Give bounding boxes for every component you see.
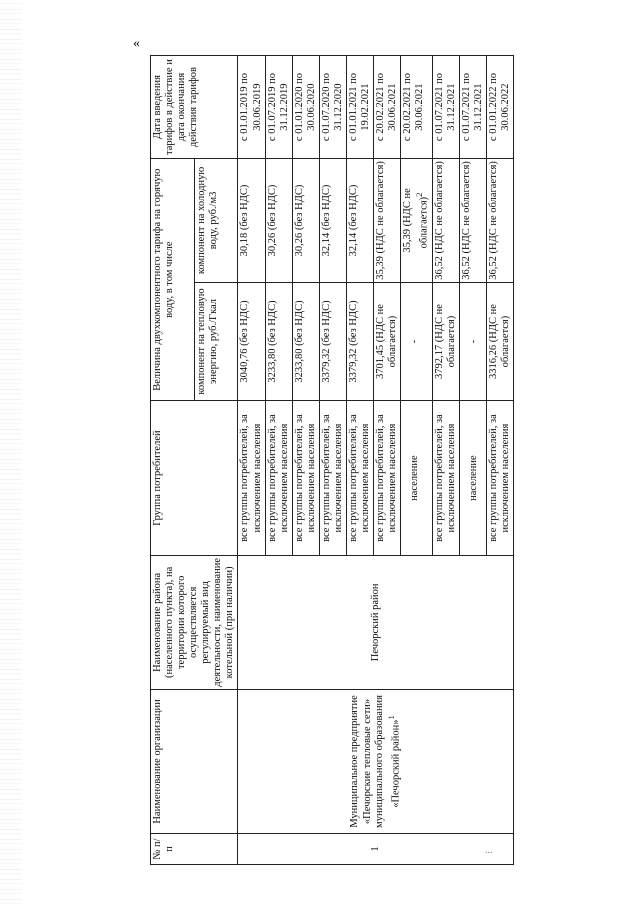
organization-cell	[238, 689, 514, 833]
table-body	[238, 56, 514, 865]
group-cell: все группы потребителей, за исключением населения	[265, 401, 292, 556]
header-group: Группа потребителей	[151, 401, 238, 556]
heat-cell: 3792,17 (НДС не облагается)	[432, 282, 459, 401]
cold-cell: 30,26 (без НДС)	[265, 159, 292, 283]
date-cell: с 01.01.2022 по 30.06.2022	[487, 56, 514, 159]
group-cell: все группы потребителей, за исключением населения	[238, 401, 265, 556]
organization-footnote: 1	[385, 715, 396, 720]
cold-cell: 36,52 (НДС не облагается)	[459, 159, 486, 283]
quote-mark: «	[133, 36, 140, 51]
header-cold: компонент на холодную воду, руб./м3	[194, 159, 238, 283]
cold-cell: 36,52 (НДС не облагается)	[487, 159, 514, 283]
date-cell: с 01.01.2021 по 19.02.2021	[346, 56, 373, 159]
heat-cell: 3316,26 (НДС не облагается)	[487, 282, 514, 401]
group-cell: все группы потребителей, за исключением населения	[432, 401, 459, 556]
date-cell: с 01.07.2019 по 31.12.2019	[265, 56, 292, 159]
header-org: Наименование организации	[151, 689, 238, 833]
district-cell: Печорский район	[238, 555, 514, 689]
group-cell: все группы потребителей, за исключением населения	[292, 401, 319, 556]
date-cell: с 01.07.2021 по 31.12.2021	[432, 56, 459, 159]
date-cell: с 20.02.2021 по 30.06.2021	[401, 56, 433, 159]
scan-edge	[0, 0, 22, 905]
date-cell: с 20.02.2021 по 30.06.2021	[374, 56, 401, 159]
group-cell: все группы потребителей, за исключением населения	[319, 401, 346, 556]
date-cell: с 01.01.2020 по 30.06.2020	[292, 56, 319, 159]
heat-cell: 3379,32 (без НДС)	[346, 282, 373, 401]
group-cell: население	[459, 401, 486, 556]
header-num: № п/п	[151, 834, 238, 865]
heat-cell: 3040,76 (без НДС)	[238, 282, 265, 401]
tariff-table	[150, 55, 514, 865]
cold-cell: 35,39 (НДС не облагается)	[374, 159, 401, 283]
table-row	[238, 56, 265, 865]
cold-footnote: 2	[414, 192, 425, 197]
heat-cell: 3379,32 (без НДС)	[319, 282, 346, 401]
group-cell: все группы потребителей, за исключением населения	[374, 401, 401, 556]
group-cell: население	[401, 401, 433, 556]
footnote-mark: ...	[485, 845, 493, 856]
row-number: 1	[238, 834, 514, 865]
cold-cell	[401, 159, 433, 283]
tariff-table-rotated	[150, 55, 640, 865]
cold-cell: 30,18 (без НДС)	[238, 159, 265, 283]
cold-cell: 30,26 (без НДС)	[292, 159, 319, 283]
organization-name: Муниципальное предприятие «Печорские тепловые сети» муниципального образования «Печорский район»	[349, 694, 402, 828]
date-cell: с 01.01.2019 по 30.06.2019	[238, 56, 265, 159]
header-heat: компонент на тепловую энергию, руб./Гкал	[194, 282, 238, 401]
header-row-1	[151, 56, 195, 865]
heat-cell: 3233,80 (без НДС)	[292, 282, 319, 401]
heat-cell: 3701,45 (НДС не облагается)	[374, 282, 401, 401]
heat-cell: 3233,80 (без НДС)	[265, 282, 292, 401]
date-cell: с 01.07.2020 по 31.12.2020	[319, 56, 346, 159]
cold-cell: 32,14 (без НДС)	[346, 159, 373, 283]
cold-value: 35,39 (НДС не облагается)	[402, 188, 430, 253]
group-cell: все группы потребителей, за исключением населения	[346, 401, 373, 556]
group-cell: все группы потребителей, за исключением населения	[487, 401, 514, 556]
cold-cell: 36,52 (НДС не облагается)	[432, 159, 459, 283]
header-date: Дата введения тарифов в действие и дата окончания действия тарифов	[151, 56, 238, 159]
date-cell: с 01.07.2021 по 31.12.2021	[459, 56, 486, 159]
heat-cell: -	[401, 282, 433, 401]
header-district: Наименование района (населенного пункта), на территории которого осуществляется регулируемый вид деятельности, наименование котельной (при наличии)	[151, 555, 238, 689]
header-tariff: Величина двухкомпонентного тарифа на горячую воду, в том числе	[151, 159, 195, 401]
cold-cell: 32,14 (без НДС)	[319, 159, 346, 283]
heat-cell: -	[459, 282, 486, 401]
